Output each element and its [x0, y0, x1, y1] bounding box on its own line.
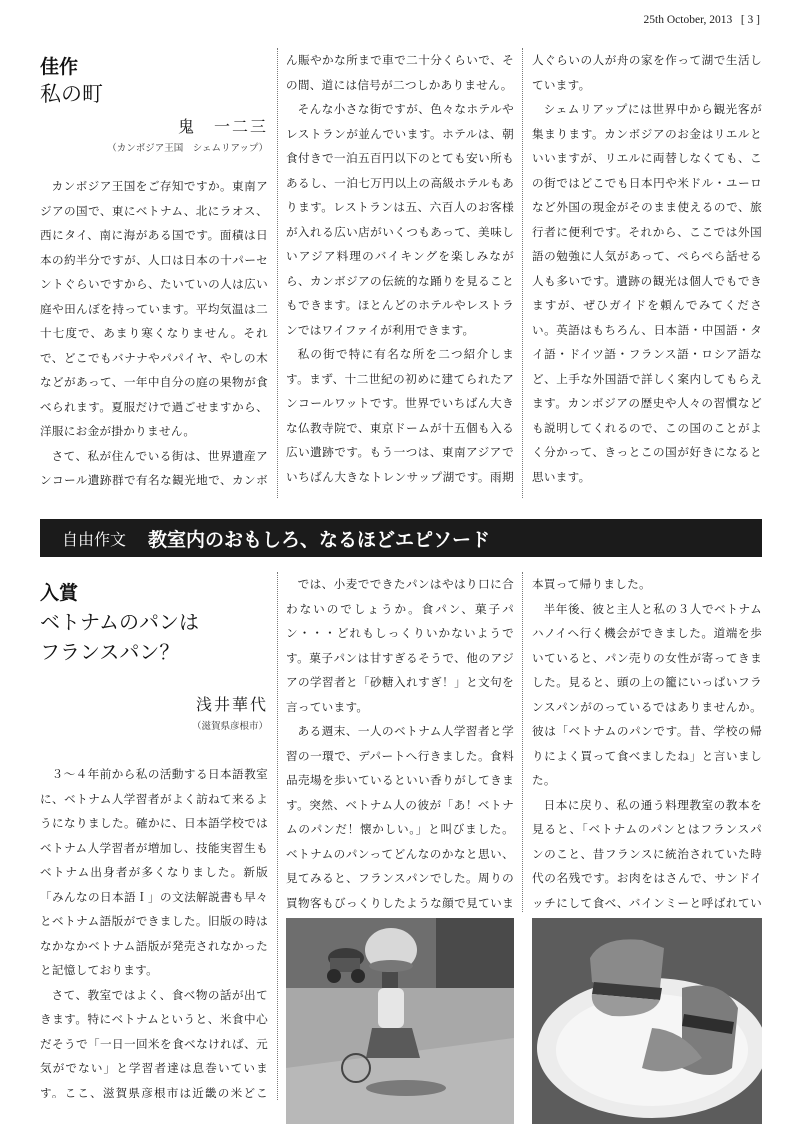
paragraph: さて、教室ではよく、食べ物の話が出てきます。特にベトナムというと、米食中心だそうで「一日一回米を食べなければ、元気がでない」と学習者達は息巻いています。ここ、滋賀県彦根市は近畿の米どこ — [40, 987, 268, 1098]
paragraph: ある週末、一人のベトナム人学習者と学習の一環で、デパートへ行きました。食料品売場を歩いているといい香りがしてきます。突然、ベトナム人の彼が「あ！ベトナムのパンだ！懐かしい。」と叫びました。ベトナムのパンってどんなのかなと思い、見てみると、フランスパンでした。周りの買物客もびっくりしたような顔で見ていま — [286, 724, 514, 910]
sandwich-photo — [532, 918, 762, 1124]
article-author: 浅井華代 — [195, 695, 268, 714]
paragraph: そんな小さな街ですが、色々なホテルやレストランが並んでいます。ホテルは、朝食付きで一泊五百円以下のとても安い所もあるし、一泊七万円以上の高級ホテルもあります。レストランは五、六百人のお客様が入れる広い店がいくつもあって、美味しいアジア料理のバイキングを楽しみながら、カンボジアの伝統的な踊りを見ることもできます。ほとんどのホテルやレストランではワイファイが利用できます。 — [286, 102, 514, 337]
paragraph — [532, 489, 762, 494]
paragraph: 人ぐらいの人が舟の家を作って湖で生活しています。 — [532, 53, 762, 92]
award-label-nyusho: 入賞 — [40, 582, 79, 604]
paragraph: では、小麦でできたパンはやはり口に合わないのでしょうか。食パン、菓子パン・・・どれもしっくりいかないようです。菓子パンは甘すぎるそうで、他のアジアの学習者と「砂糖入れすぎ！」と文句を言っています。 — [286, 577, 514, 714]
street-vendor-photo — [286, 918, 514, 1124]
paragraph: 本買って帰りました。 — [532, 577, 651, 591]
author-affiliation: （滋賀県彦根市） — [191, 721, 268, 732]
paragraph: さて、私が住んでいる街は、世界遺産アンコール遺跡群で有名な観光地で、カンボ — [40, 448, 268, 487]
issue-date: 25th October, 2013 — [643, 14, 733, 26]
section-banner — [40, 519, 762, 557]
paragraph: ん賑やかな所まで車で二十分くらいで、その間、道には信号が二つしかありません。 — [286, 53, 514, 92]
section-tag: 自由作文 — [62, 529, 127, 549]
article-author: 鬼 一二三 — [177, 117, 268, 136]
page-header — [644, 14, 760, 26]
paragraph: 私の街で特に有名な所を二つ紹介します。まず、十二世紀の初めに建てられたアンコールワットです。世界でいちばん大きな仏教寺院で、東京ドームが十五個も入る広い遺跡です。もう一つは、東南アジアでいちばん大きなトレンサップ湖です。雨期 — [286, 347, 514, 484]
article-column-2 — [286, 48, 514, 494]
award-label-kasaku: 佳作 — [40, 56, 79, 78]
column-divider — [522, 572, 523, 912]
author-affiliation: （カンボジア王国 シェムリアップ） — [107, 143, 268, 154]
article-column-3 — [532, 572, 762, 912]
column-divider — [522, 48, 523, 498]
article-title: 私の町 — [40, 82, 103, 106]
article-column-2 — [286, 572, 514, 912]
banh-mi-photo-icon — [532, 918, 762, 1124]
section-title: 教室内のおもしろ、なるほどエピソード — [148, 528, 491, 551]
paragraph: ３～４年前から私の活動する日本語教室に、ベトナム人学習者がよく訪ねて来るようになりました。確かに、日本語学校ではベトナム人学習者が増加し、技能実習生もベトナム出身者が多くなりました。新版「みんなの日本語Ｉ」の文法解説書も早々とベトナム語版ができました。旧版の時はなかなかベトナム語版が発売されなかったと記憶しております。 — [40, 767, 268, 977]
page-number: [ 3 ] — [740, 14, 760, 26]
article-column-3 — [532, 48, 762, 494]
article-column-1 — [40, 762, 268, 1098]
paragraph: カンボジア王国をご存知ですか。東南アジアの国で、東にベトナム、北にラオス、西にタイ、南に海がある国です。面積は日本の約半分ですが、人口は日本の十パーセントぐらいですから、たいていの人は広い庭や田んぼを持っています。平均気温は二十七度で、あまり寒くなりません。それで、どこでもバナナやパパイヤ、やしの木などがあって、一年中自分の庭の果物が食べられます。夏服だけで過ごせますから、洋服にお金が掛かりません。 — [40, 179, 268, 438]
paragraph: シェムリアップには世界中から観光客が集まります。カンボジアのお金はリエルといいますが、リエルに両替しなくても、この街ではどこでも日本円や米ドル・ユーロなど外国の現金がそのまま使えるので、旅行者に便利です。それから、ここでは外国語の勉強に人気があって、ぺらぺら話せる人も多いです。遺跡の観光は個人でもできますが、ぜひガイドを頼んでみてください。英語はもちろん、日本語・中国語・タイ語・ドイツ語・フランス語・ロシア語など、上手な外国語で詳しく案内してもらえます。カンボジアの歴史や人々の習慣なども説明してくれるので、この国のことがよく分かって、きっとこの国が好きになると思います。 — [532, 102, 762, 484]
article-title-line2: フランスパン？ — [40, 640, 180, 664]
article-column-1 — [40, 174, 268, 494]
column-divider — [277, 572, 278, 1100]
paragraph: 日本に戻り、私の通う料理教室の教本を見ると、「ベトナムのパンとはフランスパンのこと、昔フランスに統治されていた時代の名残です。お肉をはさんで、サンドイッチにして食べ、バインミーと呼ばれてい — [532, 797, 762, 910]
article-title-line1: ベトナムのパンは — [40, 610, 199, 634]
column-divider — [277, 48, 278, 498]
paragraph: 半年後、彼と主人と私の３人でベトナムハノイへ行く機会ができました。道端を歩いていると、パン売りの女性が寄ってきました。見ると、頭の上の籠にいっぱいフランスパンがのっているではありませんか。彼は「ベトナムのパンです。昔、学校の帰りによく買って食べましたね」と言いました。 — [532, 601, 762, 787]
street-vendor-photo-icon — [286, 918, 514, 1124]
